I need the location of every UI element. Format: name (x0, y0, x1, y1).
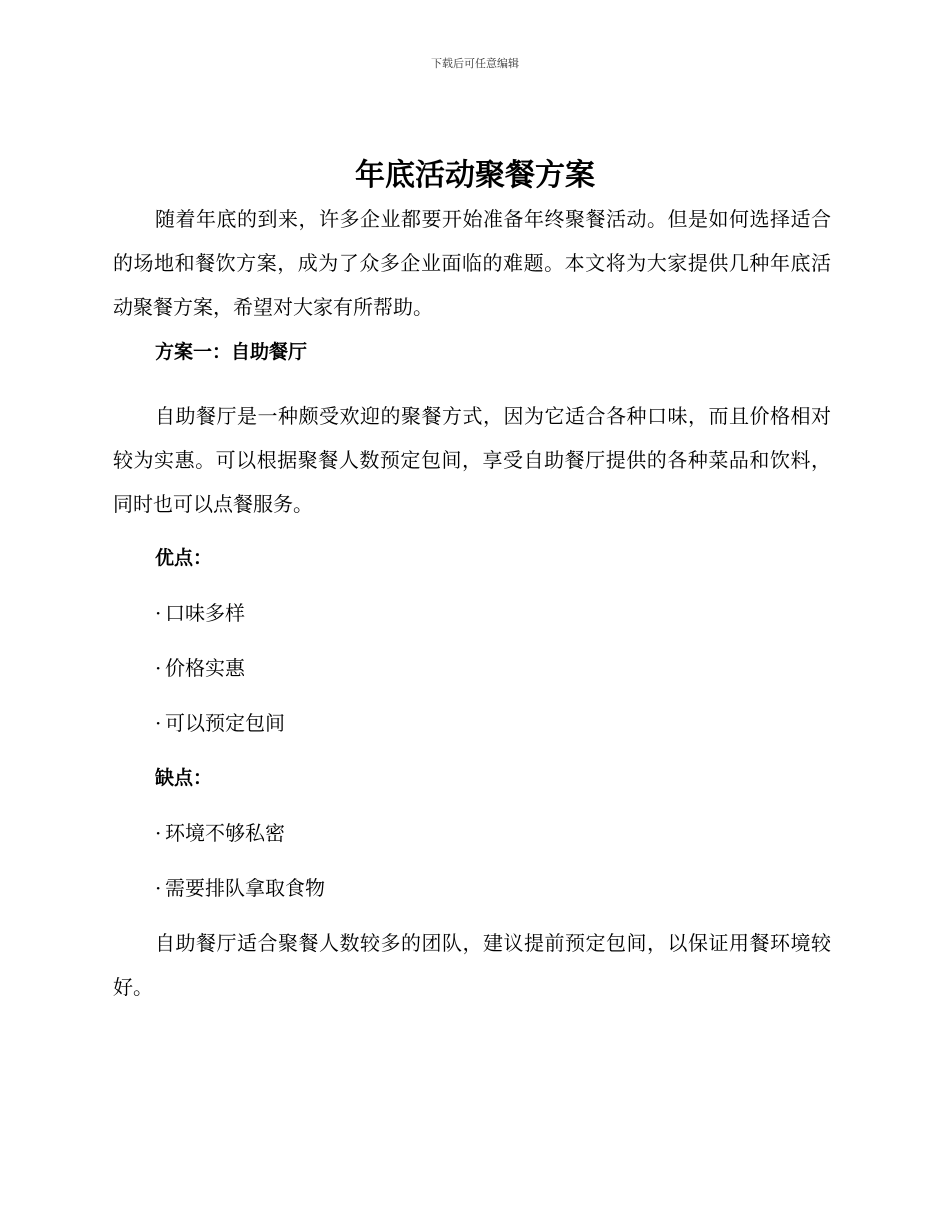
cons-item-1 (113, 820, 831, 846)
bullet-dot: · (155, 821, 162, 845)
intro-paragraph: 随着年底的到来，许多企业都要开始准备年终聚餐活动。但是如何选择适合的场地和餐饮方案，成为了众多企业面临的难题。本文将为大家提供几种年底活动聚餐方案，希望对大家有所帮助。 (113, 207, 831, 319)
header-note: 下载后可任意编辑 (431, 57, 519, 70)
pros-item-2 (113, 655, 831, 681)
cons-item-label: 需要排队拿取食物 (165, 876, 325, 900)
pros-item-label: 价格实惠 (165, 656, 245, 680)
page-title: 年底活动聚餐方案 (355, 158, 595, 193)
cons-item-2 (113, 875, 831, 901)
bullet-dot: · (155, 876, 162, 900)
bullet-dot: · (155, 656, 162, 680)
bullet-dot: · (155, 601, 162, 625)
pros-item-3 (113, 710, 831, 736)
pros-item-label: 可以预定包间 (165, 711, 285, 735)
bullet-dot: · (155, 711, 162, 735)
pros-item-1 (113, 600, 831, 626)
cons-item-label: 环境不够私密 (165, 821, 285, 845)
plan1-description: 自助餐厅是一种颇受欢迎的聚餐方式，因为它适合各种口味，而且价格相对较为实惠。可以根据聚餐人数预定包间，享受自助餐厅提供的各种菜品和饮料，同时也可以点餐服务。 (113, 404, 831, 516)
plan1-heading: 方案一：自助餐厅 (155, 341, 308, 363)
cons-heading: 缺点： (155, 767, 213, 789)
document-body (113, 197, 831, 1009)
plan1-conclusion: 自助餐厅适合聚餐人数较多的团队，建议提前预定包间，以保证用餐环境较好。 (113, 931, 831, 999)
pros-item-label: 口味多样 (165, 601, 245, 625)
pros-heading: 优点： (155, 547, 213, 569)
